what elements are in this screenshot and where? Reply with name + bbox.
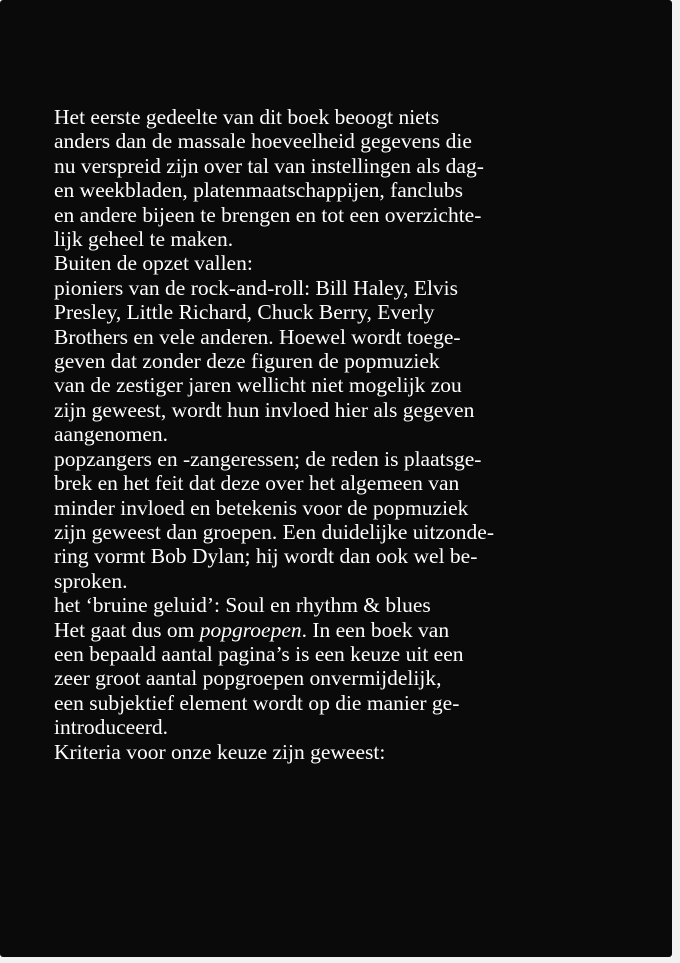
text-line: geven dat zonder deze figuren de popmuziek <box>54 349 440 374</box>
text-line: ring vormt Bob Dylan; hij wordt dan ook wel be- <box>54 544 478 569</box>
text-line: Presley, Little Richard, Chuck Berry, Everly <box>54 300 435 325</box>
text-line: Het eerste gedeelte van dit boek beoogt niets <box>54 105 440 129</box>
text-line: zeer groot aantal popgroepen onvermijdelijk, <box>54 666 442 691</box>
text-line: brek en het feit dat deze over het algemeen van <box>54 471 460 496</box>
page-edge-bottom <box>0 957 680 963</box>
text-line: het ‘bruine geluid’: Soul en rhythm & blues <box>54 593 431 618</box>
text-line: van de zestiger jaren wellicht niet mogelijk zou <box>54 373 462 398</box>
text-line: pioniers van de rock-and-roll: Bill Haley, Elvis <box>54 275 459 300</box>
text-line: een bepaald aantal pagina’s is een keuze uit een <box>54 641 464 666</box>
text-line: Buiten de opzet vallen: <box>54 251 253 276</box>
text-line-with-emphasis <box>54 618 634 642</box>
emphasis-popgroepen: popgroepen <box>199 617 302 642</box>
text-line: en andere bijeen te brengen en tot een overzichte- <box>54 202 482 227</box>
text-line: minder invloed en betekenis voor de popmuziek <box>54 495 469 520</box>
text-run: Het gaat dus om <box>54 617 200 642</box>
text-line: nu verspreid zijn over tal van instellingen als dag- <box>54 153 484 178</box>
text-line: lijk geheel te maken. <box>54 227 234 252</box>
text-line: aangenomen. <box>54 422 169 447</box>
body-text <box>54 105 634 764</box>
text-line: Kriteria voor onze keuze zijn geweest: <box>54 739 386 764</box>
text-line: Brothers en vele anderen. Hoewel wordt toege- <box>54 324 461 349</box>
text-line: introduceerd. <box>54 715 169 740</box>
text-line: zijn geweest, wordt hun invloed hier als gegeven <box>54 397 475 422</box>
text-line: zijn geweest dan groepen. Een duidelijke uitzonde- <box>54 519 494 544</box>
text-line: popzangers en -zangeressen; de reden is plaatsge- <box>54 446 482 471</box>
text-line: anders dan de massale hoeveelheid gegevens die <box>54 129 472 154</box>
text-run: . In een boek van <box>301 617 450 642</box>
page-edge-right <box>672 0 680 963</box>
text-line: en weekbladen, platenmaatschappijen, fanclubs <box>54 178 463 203</box>
text-line: een subjektief element wordt op die manier ge- <box>54 690 460 715</box>
text-line: sproken. <box>54 568 128 593</box>
